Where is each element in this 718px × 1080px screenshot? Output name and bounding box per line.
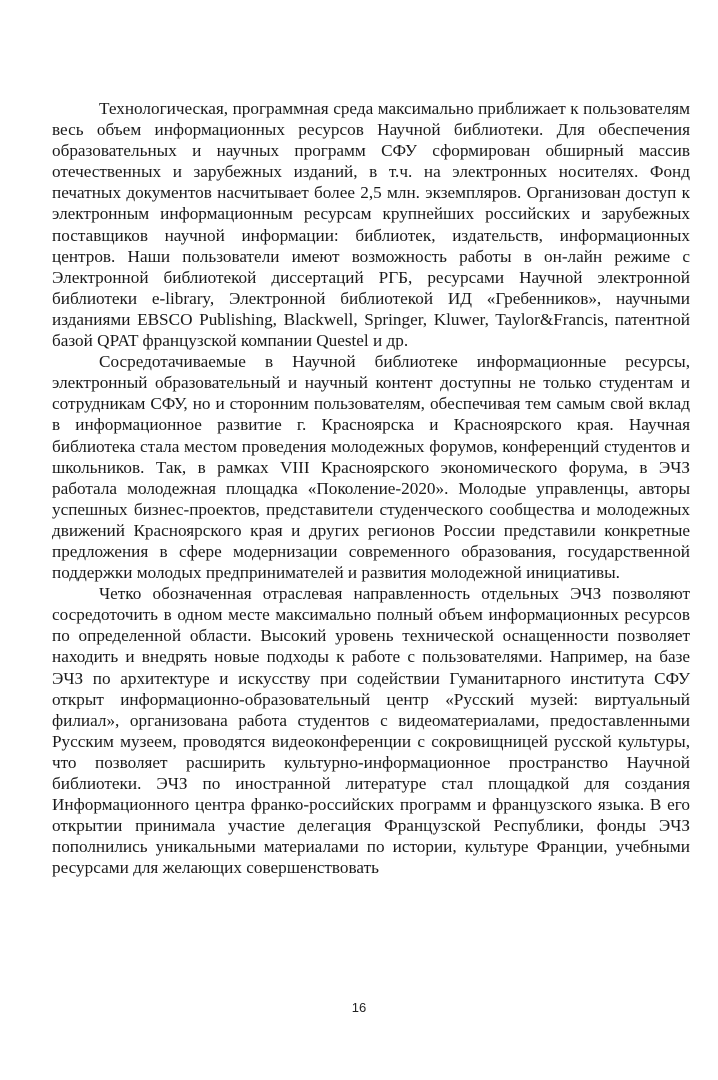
body-text [52,98,690,878]
paragraph-3: Четко обозначенная отраслевая направленность отдельных ЭЧЗ позволяют сосредоточить в одном месте максимально полный объем информационных ресурсов по определенной области. Высокий уровень технической оснащенности позволяет находить и внедрять новые подходы к работе с пользователями. Например, на базе ЭЧЗ по архитектуре и искусству при содействии Гуманитарного института СФУ открыт информационно-образовательный центр «Русский музей: виртуальный филиал», организована работа студентов с видеоматериалами, предоставленными Русским музеем, проводятся видеоконференции с сокровищницей русской культуры, что позволяет расширить культурно-информационное пространство Научной библиотеки. ЭЧЗ по иностранной литературе стал площадкой для создания Информационного центра франко-российских программ и французского языка. В его открытии принимала участие делегация Французской Республики, фонды ЭЧЗ пополнились уникальными материалами по истории, культуре Франции, учебными ресурсами для желающих совершенствовать [52,584,690,878]
paragraph-2: Сосредотачиваемые в Научной библиотеке информационные ресурсы, электронный образовательный и научный контент доступны не только студентам и сотрудникам СФУ, но и сторонним пользователям, обеспечивая тем самым свой вклад в информационное развитие г. Красноярска и Красноярского края. Научная библиотека стала местом проведения молодежных форумов, конференций студентов и школьников. Так, в рамках VIII Красноярского экономического форума, в ЭЧЗ работала молодежная площадка «Поколение-2020». Молодые управленцы, авторы успешных бизнес-проектов, представители студенческого сообщества и молодежных движений Красноярского края и других регионов России представили конкретные предложения в сфере модернизации современного образования, государственной поддержки молодых предпринимателей и развития молодежной инициативы. [52,352,690,583]
paragraph-1: Технологическая, программная среда максимально приближает к пользователям весь объем информационных ресурсов Научной библиотеки. Для обеспечения образовательных и научных программ СФУ сформирован обширный массив отечественных и зарубежных изданий, в т.ч. на электронных носителях. Фонд печатных документов насчитывает более 2,5 млн. экземпляров. Организован доступ к электронным информационным ресурсам крупнейших российских и зарубежных поставщиков научной информации: библиотек, издательств, информационных центров. Наши пользователи имеют возможность работы в он-лайн режиме с Электронной библиотекой диссертаций РГБ, ресурсами Научной электронной библиотеки e-library, Электронной библиотекой ИД «Гребенников», научными изданиями EBSCO Publishing, Blackwell, Springer, Kluwer, Taylor&Francis, патентной базой QPAT французской компании Questel и др. [52,99,690,351]
page-number: 16 [351,1000,367,1015]
